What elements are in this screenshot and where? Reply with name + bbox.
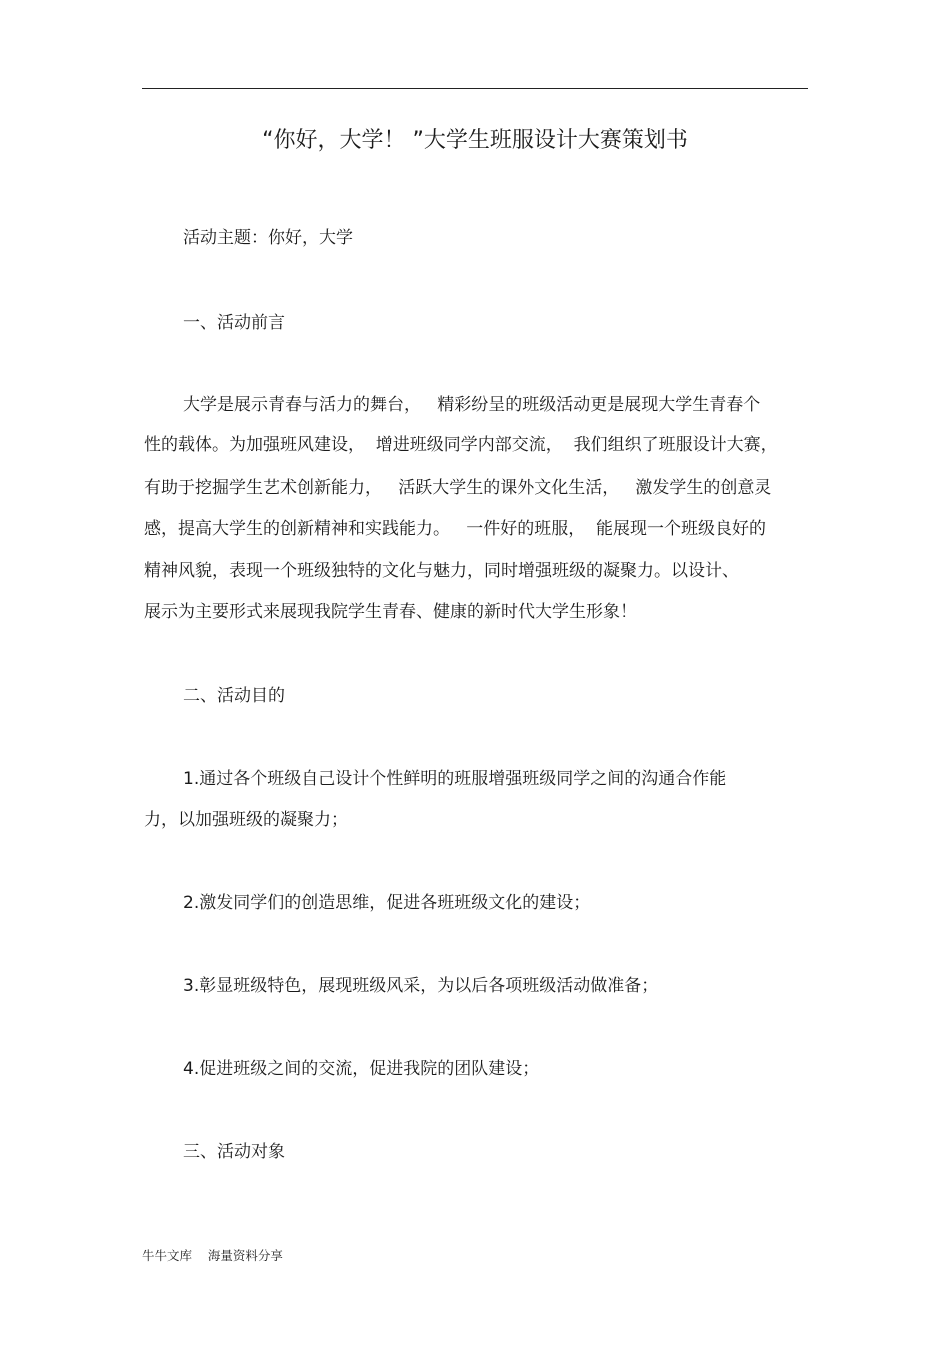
intro-paragraph-line: 大学是展示青春与活力的舞台， 精彩纷呈的班级活动更是展现大学生青春个 bbox=[183, 395, 761, 415]
goal-item-4: 4.促进班级之间的交流，促进我院的团队建设； bbox=[183, 1059, 540, 1079]
intro-paragraph-line: 性的载体。为加强班风建设， 增进班级同学内部交流， 我们组织了班服设计大赛， bbox=[144, 435, 778, 455]
section-heading-audience: 三、活动对象 bbox=[183, 1142, 285, 1162]
document-title: “你好，大学！ ”大学生班服设计大赛策划书 bbox=[262, 128, 688, 153]
goal-item-2: 2.激发同学们的创造思维，促进各班班级文化的建设； bbox=[183, 893, 591, 913]
section-heading-goals: 二、活动目的 bbox=[183, 686, 285, 706]
intro-paragraph-line: 展示为主要形式来展现我院学生青春、健康的新时代大学生形象！ bbox=[144, 602, 637, 622]
goal-item-1-line: 1.通过各个班级自己设计个性鲜明的班服增强班级同学之间的沟通合作能 bbox=[183, 769, 727, 789]
activity-theme: 活动主题：你好，大学 bbox=[183, 228, 353, 248]
goal-item-3: 3.彰显班级特色，展现班级风采，为以后各项班级活动做准备； bbox=[183, 976, 659, 996]
goal-item-1-line: 力，以加强班级的凝聚力； bbox=[144, 810, 348, 830]
intro-paragraph-line: 有助于挖掘学生艺术创新能力， 活跃大学生的课外文化生活， 激发学生的创意灵 bbox=[144, 478, 772, 498]
section-heading-preface: 一、活动前言 bbox=[183, 313, 285, 333]
intro-paragraph-line: 精神风貌，表现一个班级独特的文化与魅力，同时增强班级的凝聚力。以设计、 bbox=[144, 561, 739, 581]
intro-paragraph-line: 感，提高大学生的创新精神和实践能力。 一件好的班服， 能展现一个班级良好的 bbox=[144, 519, 767, 539]
footer-watermark: 牛牛文库 海量资料分享 bbox=[142, 1248, 283, 1263]
header-rule bbox=[142, 88, 808, 89]
